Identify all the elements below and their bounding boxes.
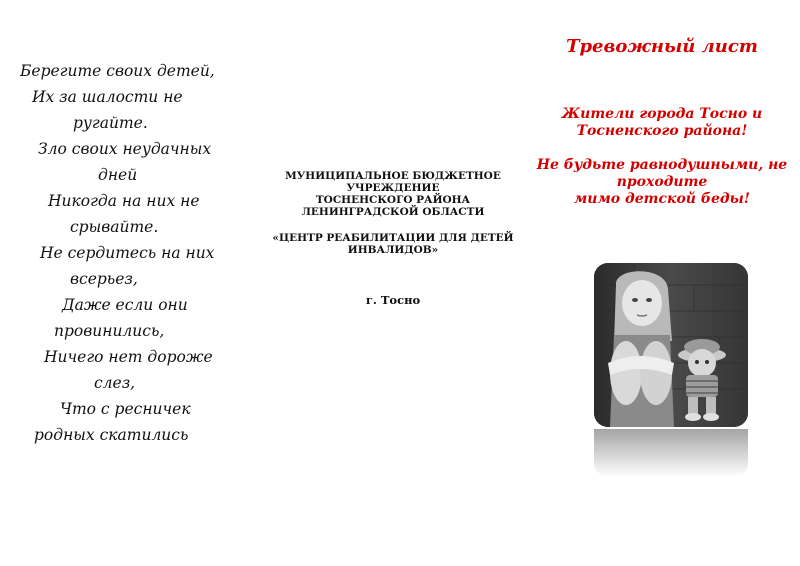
appeal-line: Не будьте равнодушными, не <box>536 157 788 173</box>
poem-line: Зло своих неудачных <box>38 140 212 158</box>
city-label: г. Тосно <box>365 293 421 307</box>
poem-line: дней <box>98 166 138 184</box>
leaflet-title: Тревожный лист <box>566 36 758 57</box>
poem-line: всерьез, <box>70 270 138 288</box>
org-line: ТОСНЕНСКОГО РАЙОНА <box>315 194 471 206</box>
poem-line: ругайте. <box>73 114 148 132</box>
org-line: УЧРЕЖДЕНИЕ <box>346 182 440 194</box>
poem-line: слез, <box>94 374 136 392</box>
center-panel <box>262 0 524 566</box>
child-with-doll-illustration <box>594 263 748 427</box>
org-line: МУНИЦИПАЛЬНОЕ БЮДЖЕТНОЕ <box>285 170 501 182</box>
poem-line: провинились, <box>54 322 165 340</box>
photo-reflection <box>594 429 748 477</box>
appeal-line: проходите <box>616 174 708 190</box>
poem-line: Не сердитесь на них <box>40 244 215 262</box>
poem-line: срывайте. <box>70 218 159 236</box>
address-line: Тосненского района! <box>576 123 748 139</box>
poem <box>20 58 255 448</box>
poem-line: Берегите своих детей, <box>20 62 215 80</box>
left-panel <box>0 0 262 566</box>
poem-line: Что с ресничек <box>60 400 191 418</box>
appeal-text <box>524 106 800 208</box>
appeal-line: мимо детской беды! <box>574 191 750 207</box>
organization-name <box>262 170 524 256</box>
center-name-line: «ЦЕНТР РЕАБИЛИТАЦИИ ДЛЯ ДЕТЕЙ <box>272 232 514 244</box>
poem-line: Их за шалости не <box>32 88 183 106</box>
sad-child-photo <box>594 263 748 427</box>
photo-frame <box>594 263 748 477</box>
center-name-line: ИНВАЛИДОВ» <box>347 244 439 256</box>
poem-line: Никогда на них не <box>48 192 200 210</box>
poem-line: родных скатились <box>34 426 189 444</box>
org-line: ЛЕНИНГРАДСКОЙ ОБЛАСТИ <box>301 206 485 218</box>
right-panel <box>524 0 800 566</box>
poem-line: Ничего нет дороже <box>44 348 213 366</box>
poem-line: Даже если они <box>62 296 188 314</box>
address-line: Жители города Тосно и <box>561 106 763 122</box>
